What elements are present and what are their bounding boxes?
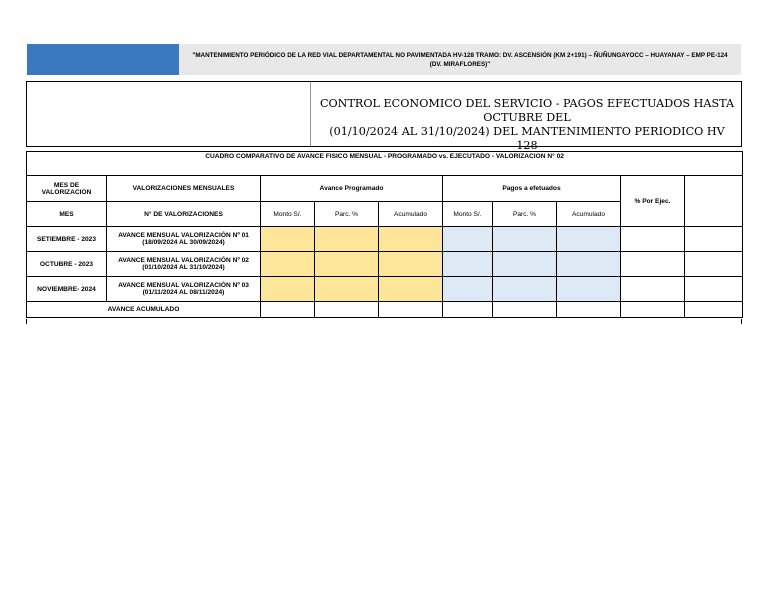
cell-monto-pagos [443,277,493,302]
table-row [27,252,743,277]
cell-total [557,302,621,318]
cell-parc-pagos [493,277,557,302]
header-n-valorizaciones: N° DE VALORIZACIONES [107,202,261,227]
header-acumulado-programado: Acumulado [379,202,443,227]
row-valorizacion-title: AVANCE MENSUAL VALORIZACIÓN Nº 02 [118,257,249,264]
header-mes-valorizacion: MES DE VALORIZACION [27,176,107,202]
cell-total [261,302,315,318]
table-continuation [26,319,742,324]
cell-acumulado-pagos [557,277,621,302]
project-title: "MANTENIMIENTO PERIÓDICO DE LA RED VIAL DEPARTAMENTAL NO PAVIMENTADA HV-128 TRAMO: DV. ASCENSIÓN (KM 2+191) – ÑUÑUNGAYOCC – HUAYANAY – EMP PE-124 (DV. MIRAFLORES)" [179,44,741,75]
cell-monto-pagos [443,227,493,252]
cell-monto-programado [261,277,315,302]
cell-parc-programado [315,252,379,277]
cell-parc-programado [315,277,379,302]
cell-blank [685,227,743,252]
header-monto-programado: Monto S/. [261,202,315,227]
table-row [27,277,743,302]
header-pagos-efectuados: Pagos a efetuados [443,176,621,202]
comparison-table [26,151,743,318]
row-valorizacion-period: (18/09/2024 AL 30/09/2024) [142,239,225,246]
header-valorizaciones-mensuales: VALORIZACIONES MENSUALES [107,176,261,202]
cell-acumulado-programado [379,252,443,277]
cell-monto-pagos [443,252,493,277]
cell-blank [685,277,743,302]
cell-total [443,302,493,318]
row-valorizacion-title: AVANCE MENSUAL VALORIZACIÓN Nº 03 [118,282,249,289]
cell-acumulado-pagos [557,252,621,277]
cell-parc-programado [315,227,379,252]
row-valorizacion [107,252,261,277]
cell-total [493,302,557,318]
header-parc-pagos: Parc. % [493,202,557,227]
header-parc-programado: Parc. % [315,202,379,227]
cell-total [379,302,443,318]
header-avance-programado: Avance Programado [261,176,443,202]
cell-por-ejec [621,277,685,302]
row-valorizacion [107,277,261,302]
header-acumulado-pagos: Acumulado [557,202,621,227]
table-row [27,227,743,252]
title-line-1: CONTROL ECONOMICO DEL SERVICIO - PAGOS EFECTUADOS HASTA OCTUBRE DEL [319,97,735,124]
title-line-2: (01/10/2024 AL 31/10/2024) DEL MANTENIMIENTO PERIODICO HV 128 [329,125,725,152]
cell-parc-pagos [493,227,557,252]
table-caption: CUADRO COMPARATIVO DE AVANCE FISICO MENSUAL - PROGRAMADO vs. EJECUTADO - VALORIZACION N° 02 [27,152,743,176]
cell-monto-programado [261,252,315,277]
row-mes: OCTUBRE - 2023 [27,252,107,277]
header-monto-pagos: Monto S/. [443,202,493,227]
row-mes: SETIEMBRE - 2023 [27,227,107,252]
footer-row [27,302,743,318]
title-block [26,81,742,152]
cell-total [315,302,379,318]
cell-parc-pagos [493,252,557,277]
cell-acumulado-programado [379,277,443,302]
cell-monto-programado [261,227,315,252]
header-logo-block [27,44,179,75]
header-row-1 [27,176,743,202]
cell-total [621,302,685,318]
row-valorizacion-period: (01/11/2024 AL 08/11/2024) [142,289,225,296]
header-blank [685,176,743,227]
cell-por-ejec [621,252,685,277]
document-title [317,97,737,153]
row-mes: NOVIEMBRE- 2024 [27,277,107,302]
cell-total [685,302,743,318]
title-divider [310,82,311,146]
cell-por-ejec [621,227,685,252]
header-mes: MES [27,202,107,227]
row-valorizacion [107,227,261,252]
caption-row [27,152,743,176]
row-valorizacion-period: (01/10/2024 AL 31/10/2024) [142,264,225,271]
avance-acumulado-label: AVANCE ACUMULADO [27,302,261,318]
header-por-ejec: % Por Ejec. [621,176,685,227]
cell-acumulado-pagos [557,227,621,252]
cell-blank [685,252,743,277]
cell-acumulado-programado [379,227,443,252]
row-valorizacion-title: AVANCE MENSUAL VALORIZACIÓN Nº 01 [118,232,249,239]
